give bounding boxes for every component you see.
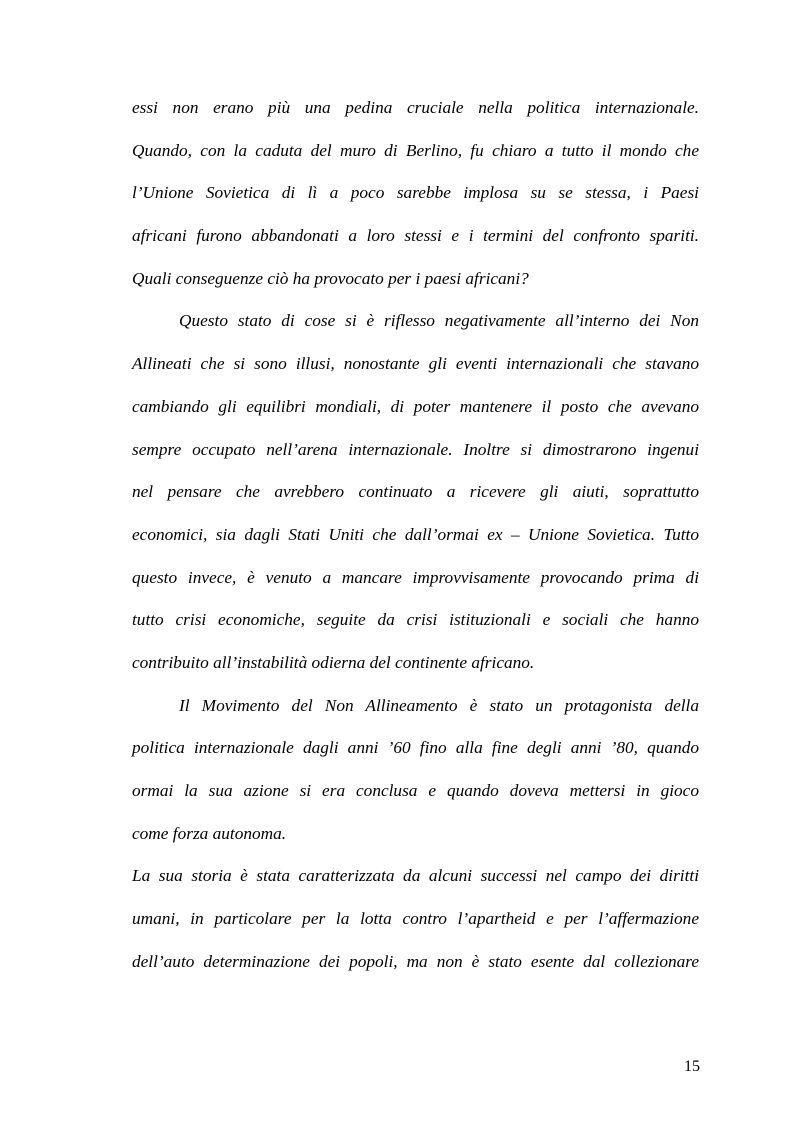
text-line: cambiando gli equilibri mondiali, di poter mantenere il posto che avevano	[132, 396, 699, 416]
text-line: politica internazionale dagli anni ’60 fino alla fine degli anni ’80, quando	[132, 738, 699, 758]
text-line: Allineati che si sono illusi, nonostante gli eventi internazionali che stavano	[132, 354, 699, 374]
text-line: ormai la sua azione si era conclusa e quando doveva mettersi in gioco	[132, 781, 699, 800]
paragraph-first-line: La sua storia è stata caratterizzata da alcuni successi nel campo dei diritti	[132, 866, 699, 886]
paragraph-first-line: Questo stato di cose si è riflesso negativamente all’interno dei Non	[179, 311, 699, 331]
text-line: Quando, con la caduta del muro di Berlino, fu chiaro a tutto il mondo che	[132, 140, 699, 160]
text-line: Quali conseguenze ciò ha provocato per i paesi africani?	[132, 268, 529, 288]
page-number: 15	[684, 1058, 700, 1075]
text-line: come forza autonoma.	[132, 823, 287, 843]
text-line: africani furono abbandonati a loro stessi e i termini del confronto spariti.	[132, 226, 699, 246]
body-text	[132, 93, 699, 989]
text-line: contribuito all’instabilità odierna del continente africano.	[132, 652, 535, 672]
text-line: questo invece, è venuto a mancare improvvisamente provocando prima di	[132, 567, 699, 587]
text-line: sempre occupato nell’arena internazionale. Inoltre si dimostrarono ingenui	[132, 439, 699, 459]
paragraph-first-line: Il Movimento del Non Allineamento è stato un protagonista della	[179, 695, 699, 715]
text-line: dell’auto determinazione dei popoli, ma non è stato esente dal collezionare	[132, 951, 699, 971]
text-line: economici, sia dagli Stati Uniti che dall’ormai ex – Unione Sovietica. Tutto	[132, 524, 699, 544]
text-line: tutto crisi economiche, seguite da crisi istituzionali e sociali che hanno	[132, 610, 699, 630]
text-line: nel pensare che avrebbero continuato a ricevere gli aiuti, soprattutto	[132, 482, 699, 502]
text-line: umani, in particolare per la lotta contro l’apartheid e per l’affermazione	[132, 909, 699, 929]
text-line: l’Unione Sovietica di lì a poco sarebbe implosa su se stessa, i Paesi	[132, 183, 699, 203]
text-line: essi non erano più una pedina cruciale nella politica internazionale.	[132, 98, 699, 117]
